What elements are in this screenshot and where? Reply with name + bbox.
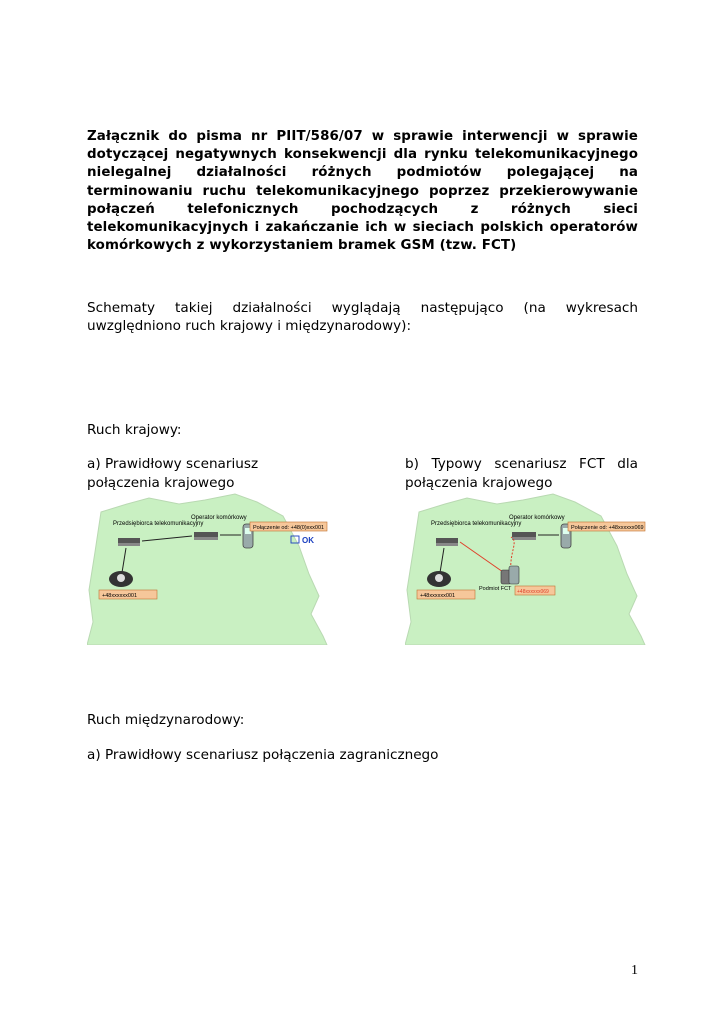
router-icon xyxy=(194,532,218,540)
fct-label: Podmiot FCT xyxy=(479,586,512,592)
ok-label: OK xyxy=(302,536,314,545)
domestic-heading: Ruch krajowy: xyxy=(87,422,182,438)
caller-number-b: +48xxxxxx001 xyxy=(420,593,456,599)
rotary-phone-icon xyxy=(109,571,133,587)
router-icon xyxy=(436,538,458,546)
scenario-a-domestic-caption: a) Prawidłowy scenariusz połączenia krajowego xyxy=(87,456,259,491)
enterprise-label-a: Przedsiębiorca telekomunikacyjny xyxy=(113,521,204,527)
operator-label-a: Operator komórkowy xyxy=(191,515,247,521)
incoming-call-label-a: Połączenie od: +48(0)xxx001 xyxy=(253,525,325,531)
incoming-call-label-b: Połączenie od: +48xxxxxx069 xyxy=(571,525,644,531)
intro-paragraph: Schematy takiej działalności wyglądają następująco (na wykresach uwzględniono ruch krajowy i międzynarodowy): xyxy=(87,300,638,335)
scenario-b-domestic-caption: b) Typowy scenariusz FCT dla połączenia krajowego xyxy=(405,456,638,491)
rotary-phone-icon xyxy=(427,571,451,587)
diagram-fct-domestic xyxy=(405,490,650,645)
operator-label-b: Operator komórkowy xyxy=(509,515,565,521)
fct-number: +48xxxxxx069 xyxy=(517,589,549,595)
scenario-a-international-caption: a) Prawidłowy scenariusz połączenia zagranicznego xyxy=(87,747,439,763)
router-icon xyxy=(512,532,536,540)
caller-number-a: +48xxxxxx001 xyxy=(102,593,138,599)
enterprise-label-b: Przedsiębiorca telekomunikacyjny xyxy=(431,521,522,527)
international-heading: Ruch międzynarodowy: xyxy=(87,712,245,728)
page-number: 1 xyxy=(631,963,638,978)
document-title: Załącznik do pisma nr PIIT/586/07 w sprawie interwencji w sprawie dotyczącej negatywnych konsekwencji dla rynku telekomunikacyjnego nielegalnej działalności różnych podmiotów polegającej na terminowaniu ruchu telekomunikacyjnego poprzez przekierowywanie połączeń telefonicznych pochodzących z różnych sieci telekomunikacyjnych i zakańczanie ich w sieciach polskich operatorów komórkowych z wykorzystaniem bramek GSM (tzw. FCT) xyxy=(87,129,638,254)
diagram-correct-domestic xyxy=(87,490,332,645)
router-icon xyxy=(118,538,140,546)
